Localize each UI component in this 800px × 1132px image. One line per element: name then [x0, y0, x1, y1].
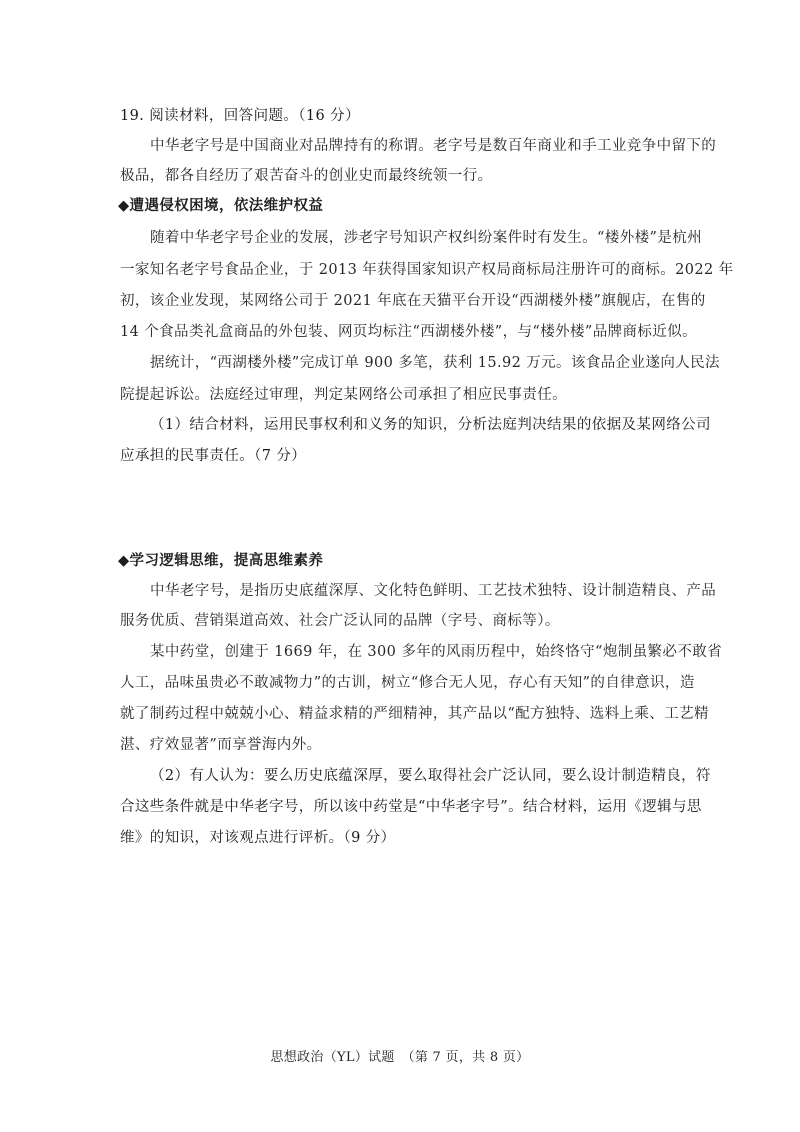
section2-heading: ◆学习逻辑思维，提高思维素养	[118, 553, 324, 569]
intro-line-1: 中华老字号是中国商业对品牌持有的称谓。老字号是数百年商业和手工业竞争中留下的	[150, 138, 717, 154]
section2-para1-line-2: 服务优质、营销渠道高效、社会广泛认同的品牌（字号、商标等）。	[120, 613, 560, 629]
section1-para2-line-1: 据统计，“西湖楼外楼”完成订单 900 多笔，获利 15.92 万元。该食品企业遂向人民法	[150, 355, 720, 371]
section1-para2-line-2: 院提起诉讼。法庭经过审理，判定某网络公司承担了相应民事责任。	[120, 387, 567, 403]
section2-para2-line-3: 就了制药过程中兢兢小心、精益求精的严细精神，其产品以“配方独特、选料上乘、工艺精	[120, 706, 709, 722]
section1-para1-line-3: 初，该企业发现，某网络公司于 2021 年底在天猫平台开设“西湖楼外楼”旗舰店，在售的	[120, 293, 706, 309]
sub-question-2-line-2: 合这些条件就是中华老字号，所以该中药堂是“中华老字号”。结合材料，运用《逻辑与思	[120, 799, 702, 815]
section1-heading: ◆遭遇侵权困境，依法维护权益	[118, 198, 324, 214]
section2-para1-line-1: 中华老字号，是指历史底蕴深厚、文化特色鲜明、工艺技术独特、设计制造精良、产品	[150, 583, 717, 599]
section2-para2-line-4: 湛、疗效显著”而享誉海内外。	[120, 737, 322, 753]
section1-para1-line-2: 一家知名老字号食品企业，于 2013 年获得国家知识产权局商标局注册许可的商标。2022 年	[120, 262, 734, 278]
sub-question-1-line-2: 应承担的民事责任。（7 分）	[120, 448, 307, 464]
section1-para1-line-1: 随着中华老字号企业的发展，涉老字号知识产权纠纷案件时有发生。“楼外楼”是杭州	[150, 230, 703, 246]
intro-line-2: 极品，都各自经历了艰苦奋斗的创业史而最终统领一行。	[120, 168, 493, 184]
sub-question-1-line-1: （1）结合材料，运用民事权利和义务的知识，分析法庭判决结果的依据及某网络公司	[150, 417, 711, 433]
page-footer: 思想政治（YL）试题 （第 7 页，共 8 页）	[270, 1050, 530, 1065]
sub-question-2-line-1: （2）有人认为：要么历史底蕴深厚，要么取得社会广泛认同，要么设计制造精良，符	[150, 768, 711, 784]
section1-para1-line-4: 14 个食品类礼盒商品的外包装、网页均标注“西湖楼外楼”，与“楼外楼”品牌商标近似。	[120, 324, 698, 340]
question-header: 19. 阅读材料，回答问题。（16 分）	[120, 108, 360, 124]
section2-para2-line-1: 某中药堂，创建于 1669 年，在 300 多年的风雨历程中，始终恪守“炮制虽繁必不敢省	[150, 644, 723, 660]
section2-para2-line-2: 人工，品味虽贵必不敢减物力”的古训，树立“修合无人见，存心有天知”的自律意识，造	[120, 675, 695, 691]
sub-question-2-line-3: 维》的知识，对该观点进行评析。（9 分）	[120, 830, 396, 846]
